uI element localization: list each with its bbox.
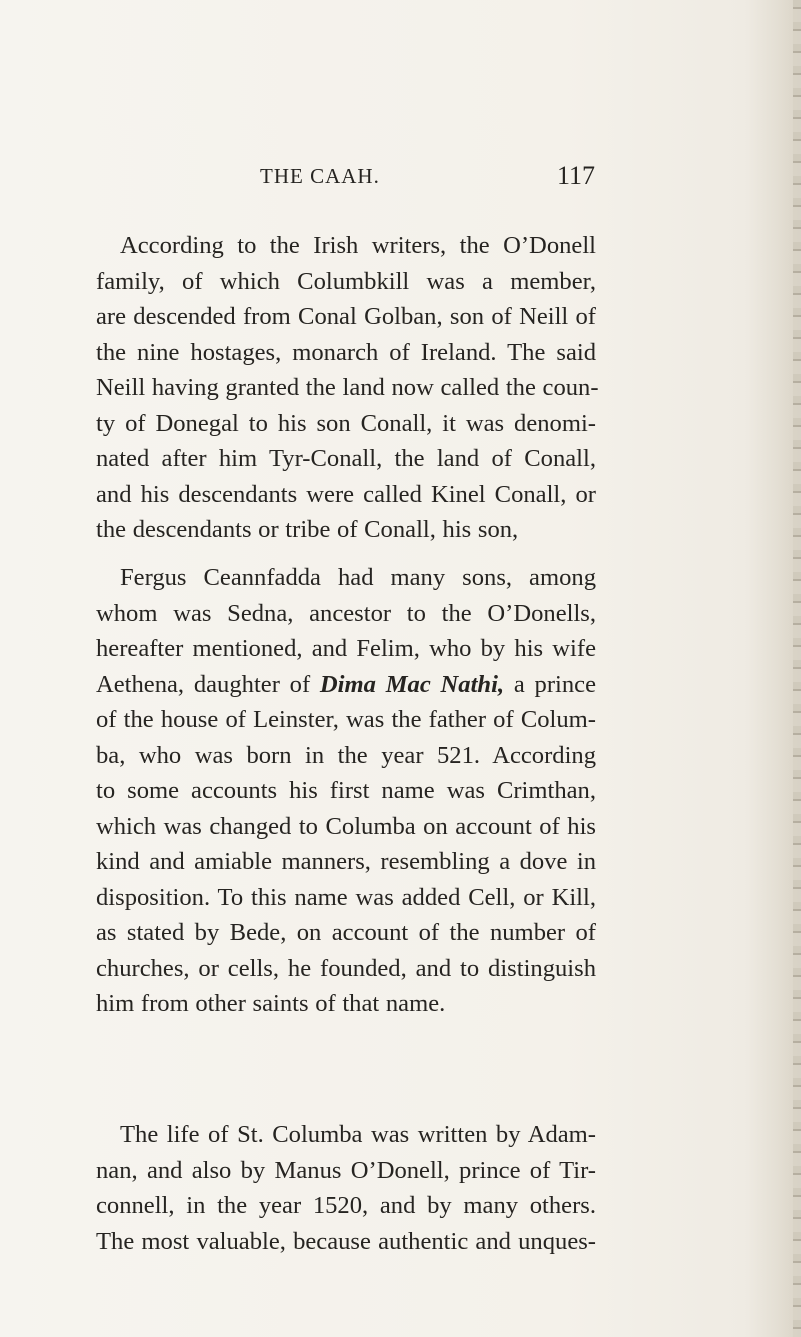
paragraph-line: Neill having granted the land now called the coun- (96, 374, 599, 401)
italic-name: Dima Mac Nathi, (319, 670, 505, 698)
paragraph-line: are descended from Conal Golban, son of Neill of (96, 303, 596, 330)
paragraph-line: Fergus Ceannfadda had many sons, among (120, 564, 596, 591)
paragraph-line: to some accounts his first name was Crimthan, (96, 777, 596, 804)
paragraph-line: family, of which Columbkill was a member, (96, 267, 596, 295)
paragraph-line: kind and amiable manners, resembling a dove in (96, 848, 596, 875)
paragraph-line: the descendants or tribe of Conall, his son, (96, 516, 519, 543)
paragraph-line: ty of Donegal to his son Conall, it was denomi- (96, 409, 596, 437)
paragraph-line: him from other saints of that name. (96, 990, 446, 1017)
paragraph-line: ba, who was born in the year 521. According (96, 741, 596, 769)
paragraph-line: nated after him Tyr-Conall, the land of Conall, (96, 445, 596, 472)
paragraph-2 (96, 560, 596, 1022)
line-text-before: Aethena, daughter of (96, 670, 320, 698)
paragraph-line: of the house of Leinster, was the father of Colum- (96, 706, 596, 733)
paragraph-line: churches, or cells, he founded, and to distinguish (96, 954, 596, 982)
paragraph-1 (96, 228, 599, 548)
paragraph-line-with-italic-name (96, 667, 596, 703)
paragraph-line: The life of St. Columba was written by Adam- (120, 1121, 596, 1148)
paragraph-line: disposition. To this name was added Cell, or Kill, (96, 883, 596, 911)
page-edge-shadow (793, 0, 801, 1337)
paragraph-line: whom was Sedna, ancestor to the O’Donells, (96, 599, 596, 627)
running-head: THE CAAH. (260, 164, 380, 188)
paragraph-line: The most valuable, because authentic and unques- (96, 1227, 596, 1255)
line-text-after: a prince (504, 670, 596, 698)
paragraph-line: nan, and also by Manus O’Donell, prince of Tir- (96, 1156, 596, 1184)
paragraph-line: According to the Irish writers, the O’Donell (120, 232, 596, 259)
page-header (260, 161, 595, 195)
paragraph-line: which was changed to Columba on account of his (96, 812, 596, 840)
paragraph-line: as stated by Bede, on account of the number of (96, 919, 596, 946)
paragraph-line: the nine hostages, monarch of Ireland. The said (96, 338, 596, 366)
paragraph-line: and his descendants were called Kinel Conall, or (96, 480, 596, 508)
paragraph-line: hereafter mentioned, and Felim, who by his wife (96, 635, 596, 662)
paragraph-3 (96, 1117, 596, 1259)
paragraph-line: connell, in the year 1520, and by many others. (96, 1192, 596, 1219)
page-number: 117 (556, 161, 595, 190)
